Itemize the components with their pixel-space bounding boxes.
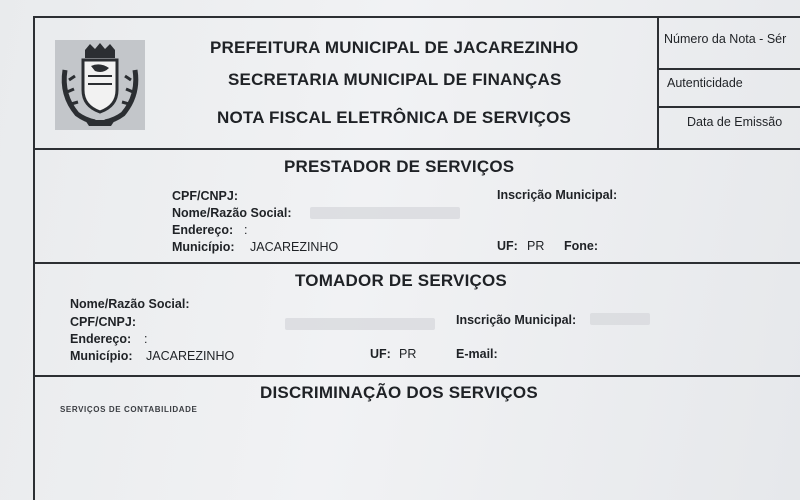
header-nota-fiscal: NOTA FISCAL ELETRÔNICA DE SERVIÇOS (217, 108, 572, 127)
numero-da-nota-label: Número da Nota - Sér (664, 32, 787, 46)
redacted-block (285, 318, 435, 330)
tomador-municipio-value: JACAREZINHO (146, 349, 235, 363)
discriminacao-item: SERVIÇOS DE CONTABILIDADE (60, 405, 198, 414)
prestador-municipio-label: Município: (172, 240, 235, 254)
header-secretaria: SECRETARIA MUNICIPAL DE FINANÇAS (228, 70, 562, 89)
side-rule-1 (657, 68, 800, 70)
tomador-cpf-label: CPF/CNPJ: (70, 315, 136, 329)
discriminacao-title: DISCRIMINAÇÃO DOS SERVIÇOS (260, 383, 538, 402)
redacted-block (590, 313, 650, 325)
prestador-fone-label: Fone: (564, 239, 599, 253)
top-border (33, 16, 800, 18)
prestador-municipio-value: JACAREZINHO (250, 240, 339, 254)
prestador-nome-label: Nome/Razão Social: (172, 206, 292, 220)
tomador-endereco-value: : (144, 332, 148, 346)
prestador-uf-label: UF: (497, 239, 518, 253)
tomador-title: TOMADOR DE SERVIÇOS (295, 271, 507, 290)
header-bottom-rule (33, 148, 800, 150)
redacted-block (310, 207, 460, 219)
autenticidade-label: Autenticidade (667, 76, 743, 90)
tomador-endereco-label: Endereço: (70, 332, 132, 346)
side-rule-2 (657, 106, 800, 108)
tomador-email-label: E-mail: (456, 347, 498, 361)
tomador-municipio-label: Município: (70, 349, 133, 363)
prestador-uf-value: PR (527, 239, 545, 253)
header-prefeitura: PREFEITURA MUNICIPAL DE JACAREZINHO (210, 38, 579, 57)
tomador-bottom-rule (33, 375, 800, 377)
prestador-inscricao-label: Inscrição Municipal: (497, 188, 618, 202)
prestador-endereco-value: : (244, 223, 248, 237)
tomador-uf-value: PR (399, 347, 417, 361)
prestador-title: PRESTADOR DE SERVIÇOS (284, 157, 515, 176)
left-border (33, 16, 35, 500)
prestador-bottom-rule (33, 262, 800, 264)
coat-of-arms-icon (55, 40, 145, 130)
tomador-nome-label: Nome/Razão Social: (70, 297, 190, 311)
header-divider (657, 16, 659, 150)
data-emissao-label: Data de Emissão (687, 115, 783, 129)
prestador-cpf-label: CPF/CNPJ: (172, 189, 238, 203)
tomador-inscricao-label: Inscrição Municipal: (456, 313, 577, 327)
prestador-endereco-label: Endereço: (172, 223, 234, 237)
tomador-uf-label: UF: (370, 347, 391, 361)
